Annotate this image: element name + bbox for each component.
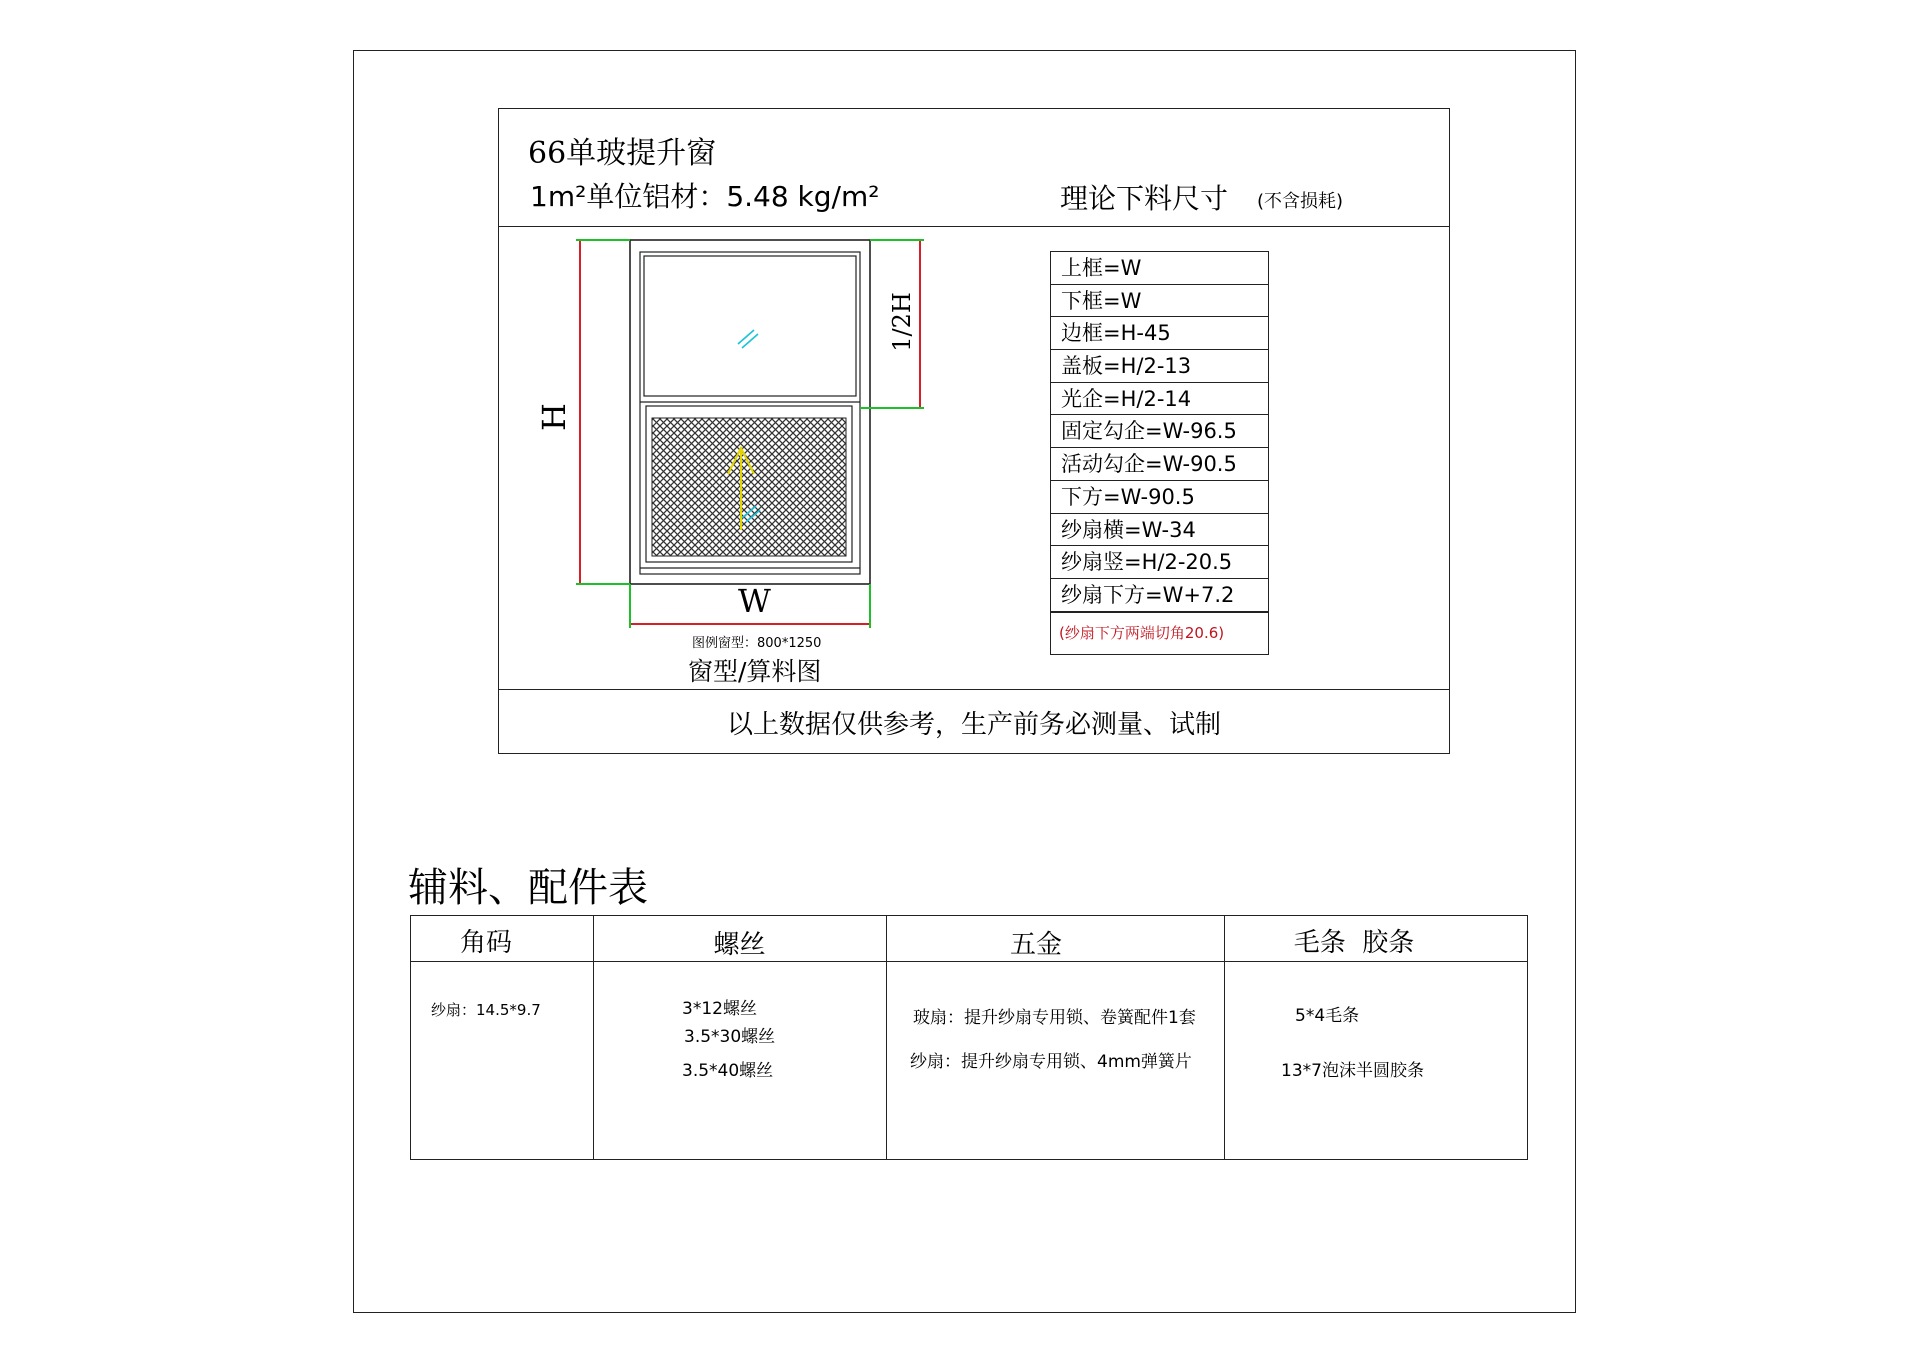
header-corner-key: 角码 [459, 928, 512, 958]
screw-item: 3.5*40螺丝 [682, 1061, 774, 1081]
formula-row: 边框=H-45 [1051, 317, 1268, 350]
corner-key-item: 纱扇：14.5*9.7 [431, 1001, 541, 1019]
unit-weight-text: 1m²单位铝材：5.48 kg/m² [530, 180, 880, 213]
half-height-label: 1/2H [887, 292, 916, 352]
footer-divider [499, 689, 1449, 690]
screen-mesh [652, 418, 846, 556]
cut-size-title: 理论下料尺寸 [1060, 182, 1229, 215]
glass-icon [738, 330, 758, 348]
diagram-caption: 窗型/算料图 [688, 657, 822, 686]
window-type-title: 66单玻提升窗 [528, 136, 717, 171]
cut-size-note: (不含损耗) [1257, 191, 1344, 212]
formula-row: 盖板=H/2-13 [1051, 350, 1268, 383]
header-strips: 毛条 胶条 [1293, 928, 1415, 958]
screw-item: 3*12螺丝 [682, 999, 757, 1019]
upper-glass-sash [644, 256, 856, 396]
window-diagram [520, 230, 940, 650]
formula-row: 固定勾企=W-96.5 [1051, 415, 1268, 448]
accessories-title: 辅料、配件表 [408, 865, 648, 911]
header-hardware: 五金 [1009, 930, 1062, 960]
formula-row: 纱扇横=W-34 [1051, 514, 1268, 547]
strip-item: 5*4毛条 [1295, 1006, 1360, 1026]
cut-size-table [1050, 251, 1269, 655]
strip-item: 13*7泡沫半圆胶条 [1281, 1061, 1424, 1081]
formula-row: 活动勾企=W-90.5 [1051, 448, 1268, 481]
disclaimer-text: 以上数据仅供参考，生产前务必测量、试制 [726, 710, 1221, 740]
height-label: H [534, 403, 573, 431]
header-divider [499, 226, 1449, 227]
width-label: W [738, 582, 771, 620]
formula-row: 纱扇下方=W+7.2 [1051, 579, 1268, 612]
hardware-item: 玻扇：提升纱扇专用锁、卷簧配件1套 [913, 1008, 1196, 1028]
accessories-table [410, 915, 1528, 1160]
formula-note: (纱扇下方两端切角20.6) [1051, 612, 1268, 654]
formula-row: 纱扇竖=H/2-20.5 [1051, 546, 1268, 579]
formula-row: 下方=W-90.5 [1051, 481, 1268, 514]
hardware-item: 纱扇：提升纱扇专用锁、4mm弹簧片 [910, 1052, 1192, 1072]
header-screws: 螺丝 [713, 930, 766, 960]
formula-row: 上框=W [1051, 252, 1268, 285]
formula-row: 下框=W [1051, 285, 1268, 318]
screw-item: 3.5*30螺丝 [684, 1027, 776, 1047]
sample-size-label: 图例窗型：800*1250 [692, 636, 822, 651]
formula-row: 光企=H/2-14 [1051, 383, 1268, 416]
